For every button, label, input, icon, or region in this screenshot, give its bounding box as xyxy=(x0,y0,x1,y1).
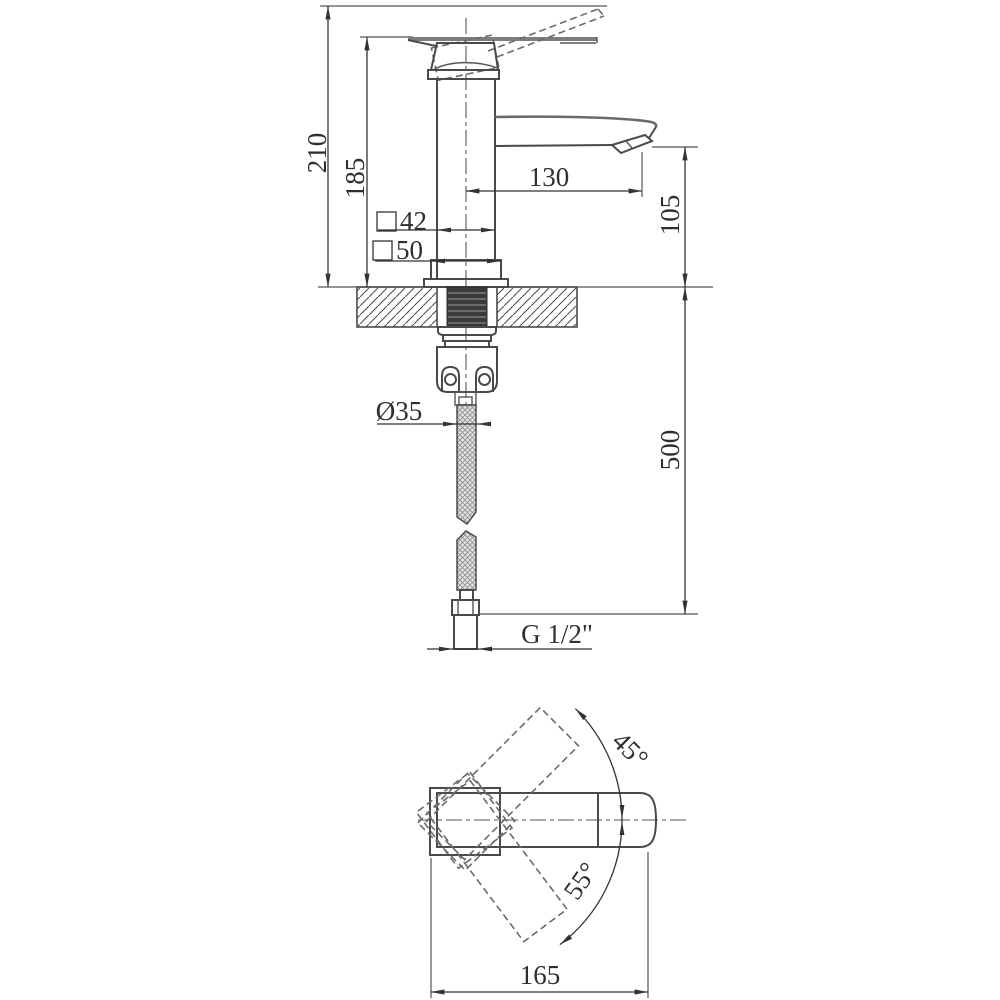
dim-500-label: 500 xyxy=(655,429,685,471)
square-section-symbol xyxy=(377,212,396,231)
dim-g12-label: G 1/2" xyxy=(521,619,593,649)
mounting-deck xyxy=(357,287,577,327)
dim-spout-height xyxy=(655,147,685,287)
fixing-ears xyxy=(442,367,493,392)
dim-210-label: 210 xyxy=(302,132,332,174)
lever-handle xyxy=(408,9,604,80)
dim-50-label: 50 xyxy=(396,235,423,265)
spout xyxy=(495,117,656,153)
dim-165-label: 165 xyxy=(519,960,561,990)
dim-thread-size xyxy=(427,619,593,651)
dim-45deg-label: 45° xyxy=(606,725,655,774)
hose-after-break xyxy=(457,531,476,590)
dim-body-height xyxy=(340,37,370,287)
dim-55deg-label: 55° xyxy=(557,856,604,905)
top-view xyxy=(416,704,690,998)
dim-42-label: 42 xyxy=(400,206,427,236)
supply-hose xyxy=(452,405,479,649)
dim-hose-length xyxy=(655,287,685,614)
aerator xyxy=(612,135,652,153)
dim-spout-reach xyxy=(466,162,642,192)
dim-185-label: 185 xyxy=(340,157,370,199)
mounting-bracket xyxy=(437,327,497,405)
dim-35-label: Ø35 xyxy=(375,396,423,426)
handle-plan-55-dashed xyxy=(416,772,571,946)
hose-connector xyxy=(452,590,479,649)
square-section-symbol xyxy=(373,241,392,260)
swivel-arc xyxy=(557,709,654,945)
dim-105-label: 105 xyxy=(655,194,685,236)
dim-total-height xyxy=(302,6,332,287)
dim-130-label: 130 xyxy=(528,162,570,192)
side-view xyxy=(302,6,713,651)
thread-shank xyxy=(447,287,487,327)
